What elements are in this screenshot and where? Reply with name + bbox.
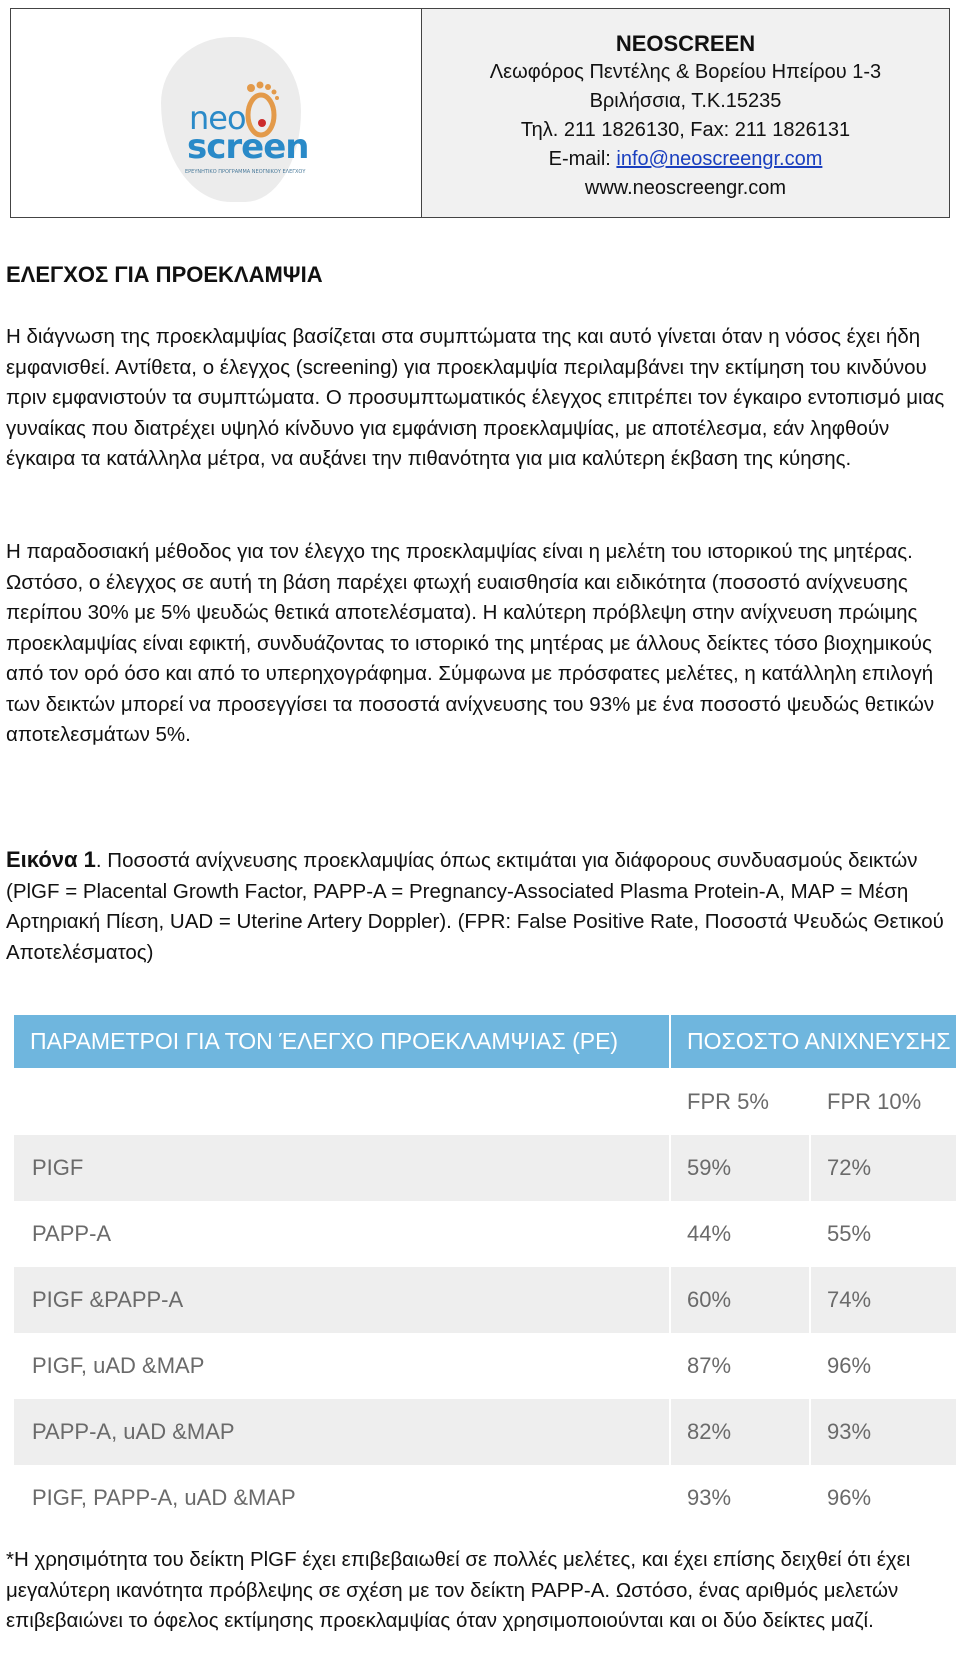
paragraph-method: Η παραδοσιακή μέθοδος για τον έλεγχο της προεκλαμψίας είναι η μελέτη του ιστορικού της μητέρας. Ωστόσο, ο έλεγχος σε αυτή τη βάση παρέχει φτωχή ευαισθησία και ειδικότητα (ποσοστό ανίχνευσης περίπου 30% με 5% ψευδώς θετικά αποτελέσματα). Η καλύτερη πρόβλεψη στην ανίχνευση πρώιμης προεκλαμψίας είναι εφικτή, συνδυάζοντας το ιστορικό της μητέρας με άλλους δείκτες τόσο βιοχημικούς από τον ορό όσο και από το υπερηχογράφημα. Σύμφωνα με πρόσφατες μελέτες, η κατάλληλη επιλογή των δεικτών μπορεί να προσεγγίσει τα ποσοστά ανίχνευσης του 93% με ένα ποσοστό ψευδώς θετικών αποτελεσμάτων 5%. [6,540,935,746]
table-row [14,1333,956,1399]
table-row [14,1135,956,1201]
subheader-empty [14,1068,670,1135]
fpr5-cell: 59% [670,1135,810,1201]
param-cell: PIGF, uAD &MAP [14,1333,670,1399]
fpr10-cell: 55% [810,1201,956,1267]
logo-tagline: ΕΡΕΥΝΗΤΙΚΟ ΠΡΟΓΡΑΜΜΑ ΝΕΟΓΝΙΚΟΥ ΕΛΕΓΧΟΥ [185,169,306,175]
subheader-fpr10: FPR 10% [810,1068,956,1135]
table-row [14,1399,956,1465]
header-detection-rate: ΠΟΣΟΣΤΟ ΑΝΙΧΝΕΥΣΗΣ [670,1015,956,1068]
table-row [14,1465,956,1531]
param-cell: PIGF &PAPP-A [14,1267,670,1333]
subheader-fpr5: FPR 5% [670,1068,810,1135]
figure-label: Εικόνα 1 [6,847,96,872]
logo-word-screen: screen [187,127,309,167]
param-cell: PAPP-A [14,1201,670,1267]
fpr5-cell: 82% [670,1399,810,1465]
page-heading: ΕΛΕΓΧΟΣ ΓΙΑ ΠΡΟΕΚΛΑΜΨΙΑ [6,262,323,287]
figure-caption [6,845,951,968]
footnote: *Η χρησιμότητα του δείκτη PlGF έχει επιβεβαιωθεί σε πολλές μελέτες, και έχει επίσης δειχθεί ότι έχει μεγαλύτερη ικανότητα πρόβλεψης σε σχέση με τον δείκτη PAPP-A. Ωστόσο, ένας αριθμός μελετών επιβεβαιώνει το όφελος εκτίμησης προεκλαμψίας όταν χρησιμοποιούνται και οι δύο δείκτες μαζί. [6,1548,911,1632]
param-cell: PIGF, PAPP-A, uAD &MAP [14,1465,670,1531]
detection-rate-table [14,1015,956,1545]
header-parameters: ΠΑΡΑΜΕΤΡΟΙ ΓΙΑ ΤΟΝ ΈΛΕΓΧΟ ΠΡΟΕΚΛΑΜΨΙΑΣ (PE) [14,1015,670,1068]
logo-word-neo: neo [189,99,246,137]
detection-table [14,1015,956,1531]
table-subheader-row [14,1068,956,1135]
param-cell: PIGF [14,1135,670,1201]
contact-block [422,9,949,217]
fpr10-cell: 96% [810,1465,956,1531]
param-cell: PAPP-A, uAD &MAP [14,1399,670,1465]
phone-fax: Τηλ. 211 1826130, Fax: 211 1826131 [520,119,851,141]
email-label: E-mail: [548,148,617,170]
logo-panel [11,9,422,217]
email-link[interactable]: info@neoscreengr.com [616,148,823,170]
company-name: NEOSCREEN [615,31,756,56]
fpr10-cell: 96% [810,1333,956,1399]
figure-caption-text: . Ποσοστά ανίχνευσης προεκλαμψίας όπως εκτιμάται για διάφορους συνδυασμούς δεικτών (PlGF = Placental Growth Factor, PAPP-A = Pregnancy-Associated Plasma Protein-A, MAP = Μέση Αρτηριακή Πίεση, UAD = Uterine Artery Doppler). (FPR: False Positive Rate, Ποσοστά Ψευδώς Θετικού Αποτελέσματος) [6,849,944,964]
website: www.neoscreengr.com [584,177,787,199]
table-header-row [14,1015,956,1068]
address-line-1: Λεωφόρος Πεντέλης & Βορείου Ηπείρου 1-3 [489,61,882,83]
fpr5-cell: 93% [670,1465,810,1531]
paragraph-intro: Η διάγνωση της προεκλαμψίας βασίζεται στα συμπτώματα της και αυτό γίνεται όταν η νόσος έχει ήδη εμφανισθεί. Αντίθετα, ο έλεγχος (screening) για προεκλαμψία περιλαμβάνει την εκτίμηση του κινδύνου πριν εμφανιστούν τα συμπτώματα. Ο προσυμπτωματικός έλεγχος επιτρέπει τον έγκαιρο εντοπισμό μιας γυναίκας που διατρέχει υψηλό κίνδυνο για εμφάνιση προεκλαμψίας, με αποτέλεσμα, εάν ληφθούν έγκαιρα τα κατάλληλα μέτρα, να αυξάνει την πιθανότητα για μια καλύτερη έκβαση της κύησης. [6,325,945,470]
fpr10-cell: 93% [810,1399,956,1465]
table-row [14,1267,956,1333]
fpr10-cell: 74% [810,1267,956,1333]
address-line-2: Βριλήσσια, Τ.Κ.15235 [589,90,782,112]
table-row [14,1201,956,1267]
fpr5-cell: 44% [670,1201,810,1267]
fpr5-cell: 60% [670,1267,810,1333]
fpr10-cell: 72% [810,1135,956,1201]
fpr5-cell: 87% [670,1333,810,1399]
letterhead [10,8,950,218]
email-line [422,145,949,174]
